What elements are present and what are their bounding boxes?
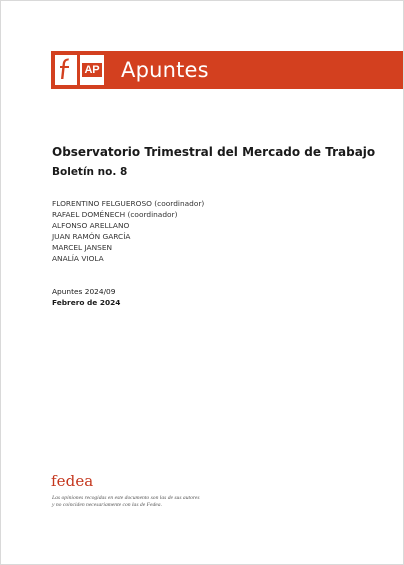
fedea-f-icon: [55, 55, 77, 85]
apuntes-ap-text: AP: [82, 63, 102, 77]
document-title: Observatorio Trimestral del Mercado de Trabajo: [52, 145, 376, 159]
document-subtitle: Boletín no. 8: [52, 166, 128, 178]
series-title: Apuntes: [121, 58, 209, 82]
author-item: ALFONSO ARELLANO: [52, 220, 130, 230]
author-item: FLORENTINO FELGUEROSO (coordinador): [52, 199, 205, 208]
disclaimer-line: Las opiniones recogidas en este documento son las de sus autores: [52, 495, 200, 501]
fedea-f-glyph: [55, 55, 77, 85]
author-item: MARCEL JANSEN: [52, 242, 113, 252]
series-banner: [51, 51, 403, 89]
disclaimer-line: y no coinciden necesariamente con las de Fedea.: [52, 502, 162, 509]
apuntes-ap-logo: [80, 55, 104, 85]
author-item: RAFAEL DOMÉNECH (coordinador): [52, 209, 178, 219]
disclaimer: [52, 495, 272, 510]
fedea-logo: fedea: [51, 472, 94, 490]
author-item: ANALÍA VIOLA: [52, 253, 104, 263]
series-number: Apuntes 2024/09: [52, 287, 116, 296]
author-list: [52, 199, 204, 264]
publication-date: Febrero de 2024: [52, 298, 121, 307]
author-item: JUAN RAMÓN GARCÍA: [52, 231, 131, 241]
